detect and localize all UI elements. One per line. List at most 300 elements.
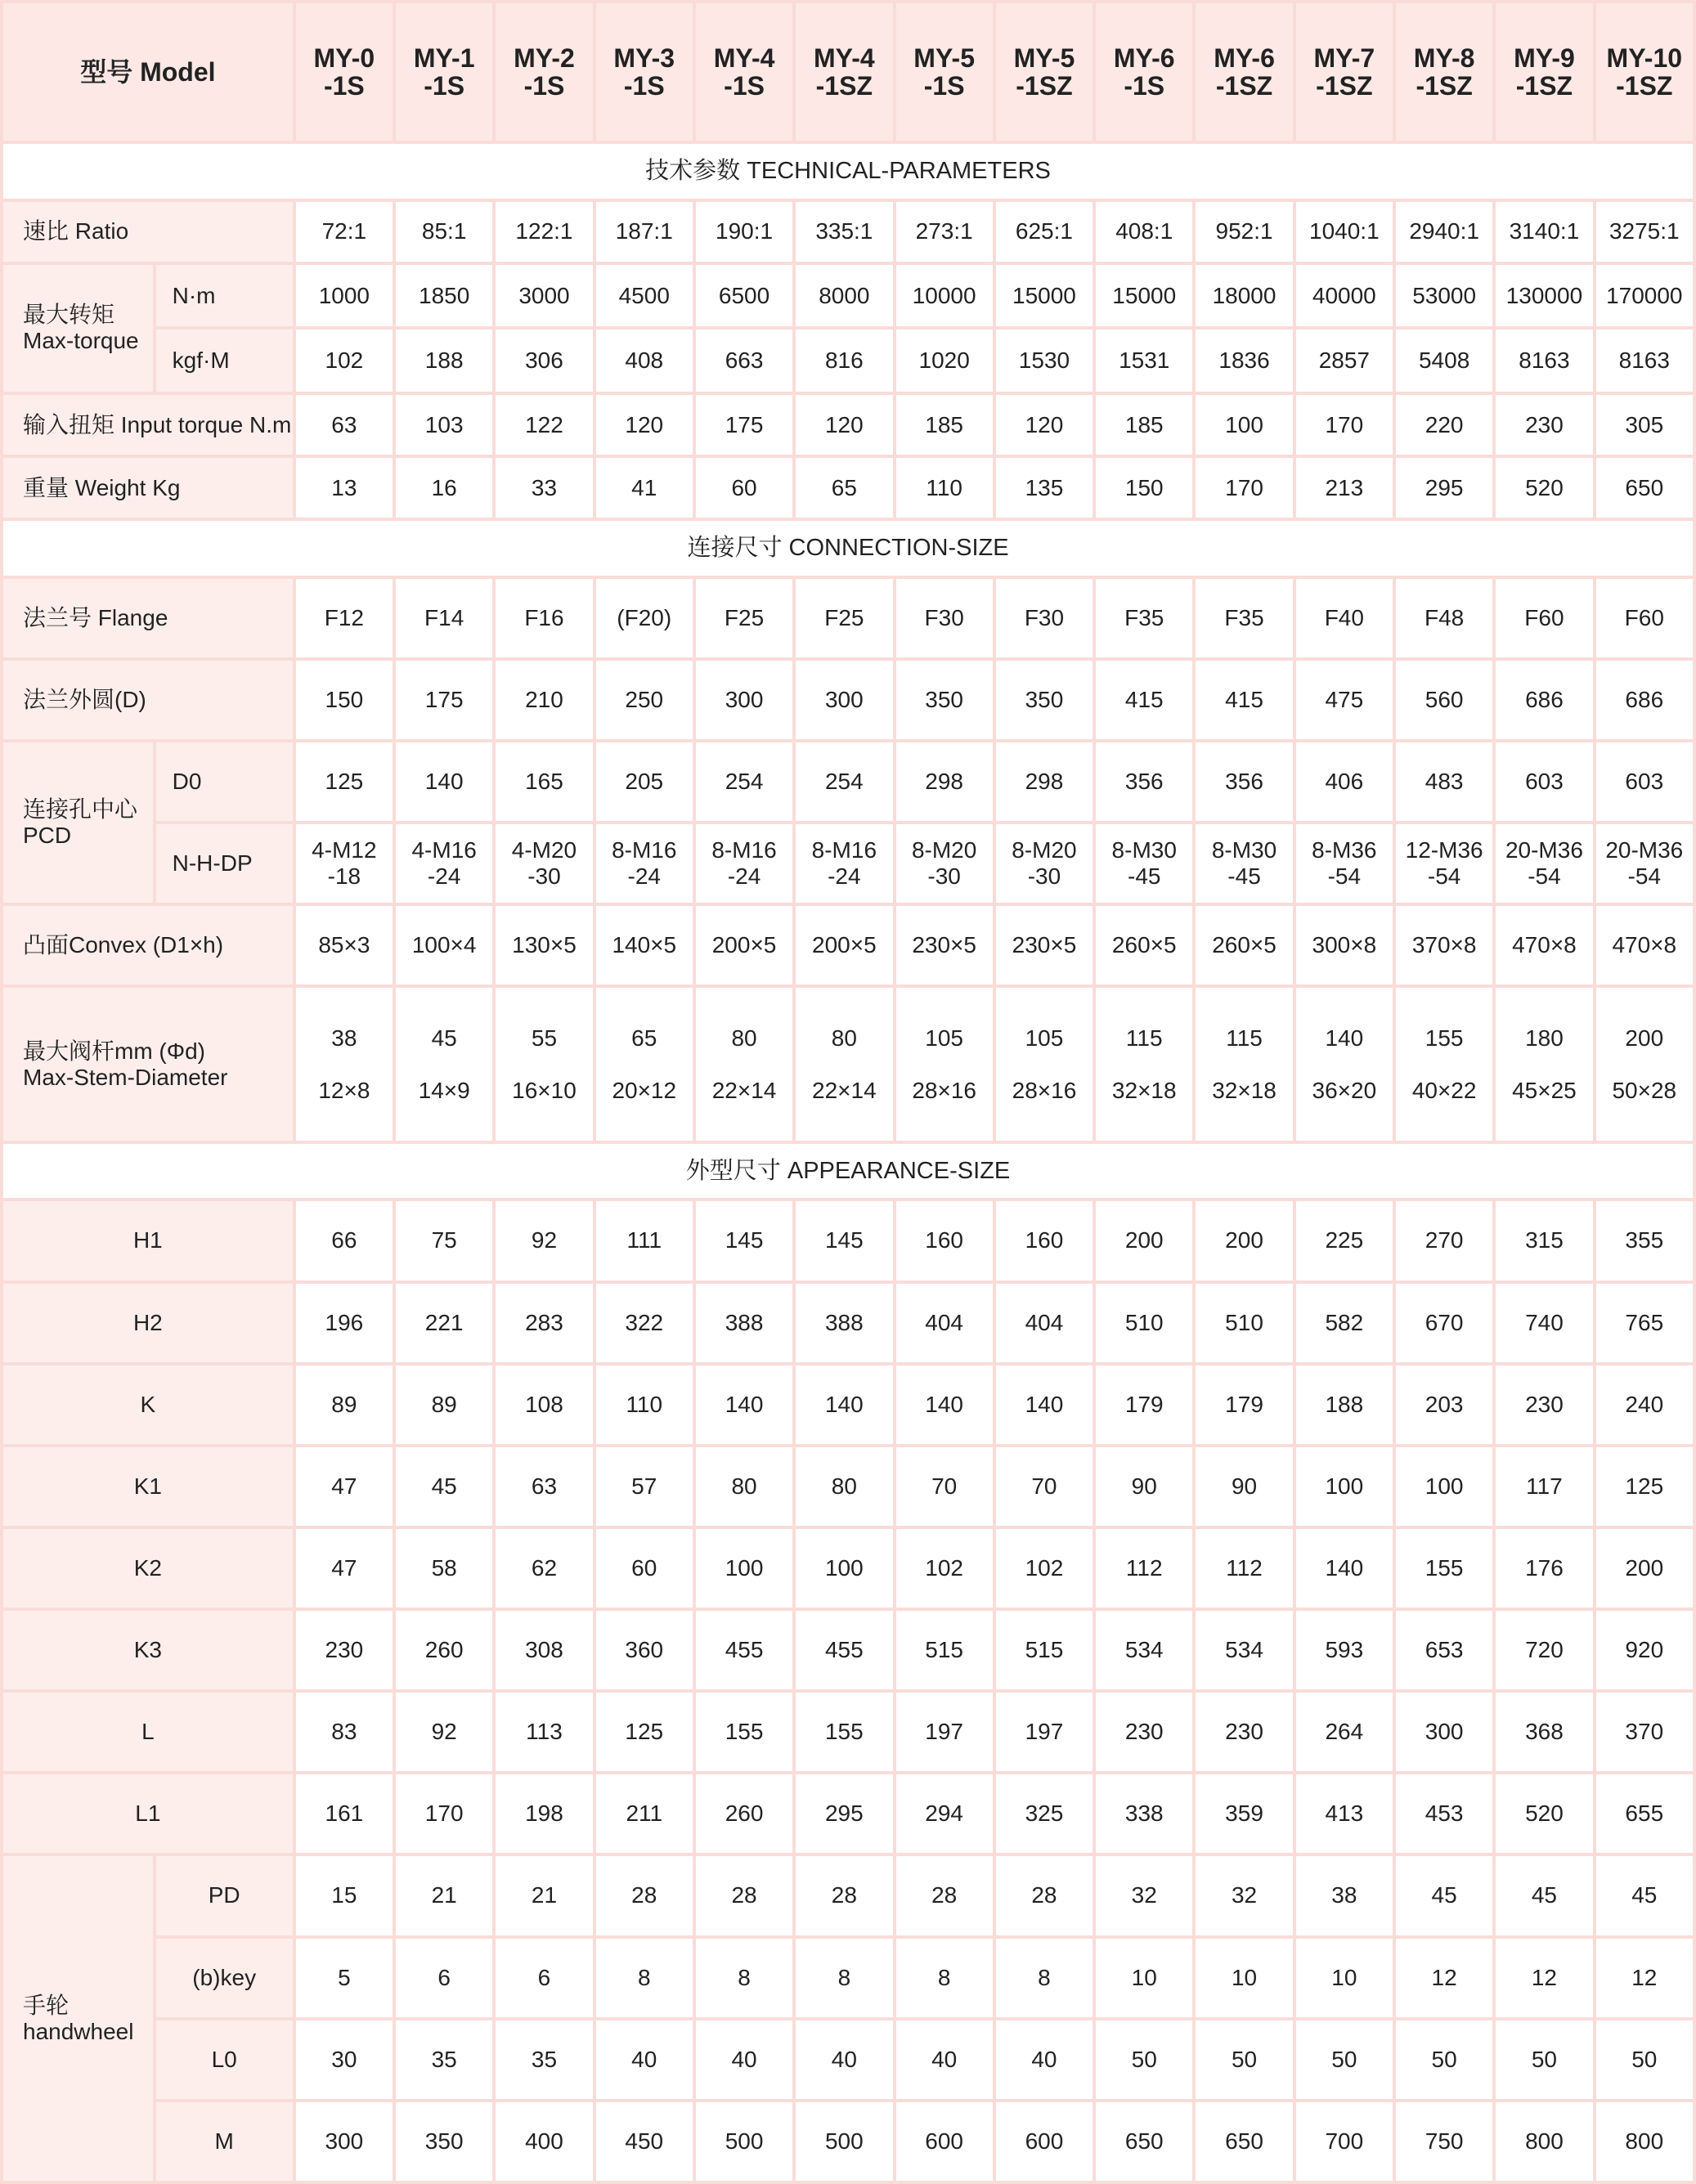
value-cell: 230 xyxy=(1096,1693,1192,1771)
value-cell: 230×5 xyxy=(996,906,1093,984)
value-cell: 8000 xyxy=(796,265,892,327)
value-cell: 413 xyxy=(1296,1774,1393,1853)
convex-label: 凸面Convex (D1×h) xyxy=(3,906,293,984)
value-cell: 38 xyxy=(1296,1856,1393,1935)
value-cell: 45 xyxy=(1396,1856,1492,1935)
k-row xyxy=(3,1366,1693,1444)
value-cell: 8 xyxy=(996,1939,1093,2017)
value-cell: 200 xyxy=(1196,1201,1292,1280)
value-cell: 8 xyxy=(696,1939,792,2017)
value-cell: 140 xyxy=(996,1366,1093,1444)
value-cell: 190:1 xyxy=(696,202,792,262)
value-cell: 8-M30 -45 xyxy=(1096,824,1192,903)
value-cell: F60 xyxy=(1596,579,1693,657)
value-cell: F14 xyxy=(396,579,492,657)
value-cell: 100 xyxy=(1296,1447,1393,1526)
value-cell: 415 xyxy=(1196,661,1292,739)
value-cell: 105 28×16 xyxy=(896,988,993,1140)
section-technical: 技术参数 TECHNICAL-PARAMETERS xyxy=(3,144,1693,199)
value-cell: 8-M36 -54 xyxy=(1296,824,1393,903)
value-cell: 58 xyxy=(396,1529,492,1608)
l1-row xyxy=(3,1774,1693,1853)
value-cell: 196 xyxy=(296,1284,393,1362)
value-cell: 655 xyxy=(1596,1774,1693,1853)
handwheel-m-label: M xyxy=(156,2102,293,2181)
value-cell: 179 xyxy=(1196,1366,1292,1444)
value-cell: 15000 xyxy=(1096,265,1192,327)
weight-label: 重量 Weight Kg xyxy=(3,458,293,518)
value-cell: 6 xyxy=(396,1939,492,2017)
value-cell: 65 xyxy=(796,458,892,518)
value-cell: 952:1 xyxy=(1196,202,1292,262)
value-cell: 254 xyxy=(796,742,892,821)
value-cell: 12 xyxy=(1596,1939,1693,2017)
value-cell: 534 xyxy=(1196,1611,1292,1689)
value-cell: 40 xyxy=(596,2020,693,2099)
value-cell: F40 xyxy=(1296,579,1393,657)
value-cell: 28 xyxy=(796,1856,892,1935)
value-cell: 8 xyxy=(596,1939,693,2017)
value-cell: 102 xyxy=(296,330,393,392)
value-cell: 197 xyxy=(996,1693,1093,1771)
value-cell: 40 xyxy=(996,2020,1093,2099)
handwheel-l0-label: L0 xyxy=(156,2020,293,2099)
value-cell: 800 xyxy=(1496,2102,1592,2181)
value-cell: 89 xyxy=(296,1366,393,1444)
value-cell: 300 xyxy=(796,661,892,739)
value-cell: 338 xyxy=(1096,1774,1192,1853)
value-cell: 140×5 xyxy=(596,906,693,984)
value-cell: 8 xyxy=(896,1939,993,2017)
value-cell: 45 xyxy=(396,1447,492,1526)
value-cell: 663 xyxy=(696,330,792,392)
value-cell: 10 xyxy=(1096,1939,1192,2017)
stem-row xyxy=(3,988,1693,1140)
value-cell: 221 xyxy=(396,1284,492,1362)
value-cell: 92 xyxy=(496,1201,592,1280)
value-cell: 113 xyxy=(496,1693,592,1771)
h1-row xyxy=(3,1201,1693,1280)
value-cell: 560 xyxy=(1396,661,1492,739)
l-row xyxy=(3,1693,1693,1771)
value-cell: 359 xyxy=(1196,1774,1292,1853)
model-cell: MY-0 -1S xyxy=(296,3,393,141)
value-cell: 295 xyxy=(796,1774,892,1853)
value-cell: 28 xyxy=(896,1856,993,1935)
handwheel-label: 手轮 handwheel xyxy=(3,1856,153,2181)
value-cell: 80 xyxy=(696,1447,792,1526)
value-cell: 370 xyxy=(1596,1693,1693,1771)
value-cell: 350 xyxy=(896,661,993,739)
value-cell: 120 xyxy=(796,395,892,455)
value-cell: 50 xyxy=(1196,2020,1292,2099)
model-cell: MY-5 -1S xyxy=(896,3,993,141)
value-cell: 415 xyxy=(1096,661,1192,739)
handwheel-key-label: (b)key xyxy=(156,1939,293,2017)
value-cell: 188 xyxy=(1296,1366,1393,1444)
value-cell: 260 xyxy=(396,1611,492,1689)
value-cell: 2940:1 xyxy=(1396,202,1492,262)
value-cell: 1530 xyxy=(996,330,1093,392)
value-cell: 370×8 xyxy=(1396,906,1492,984)
model-cell: MY-6 -1SZ xyxy=(1196,3,1292,141)
value-cell: 161 xyxy=(296,1774,393,1853)
k1-label: K1 xyxy=(3,1447,293,1526)
value-cell: 298 xyxy=(996,742,1093,821)
model-label: 型号 Model xyxy=(3,3,293,141)
value-cell: 125 xyxy=(596,1693,693,1771)
value-cell: 110 xyxy=(896,458,993,518)
value-cell: 230×5 xyxy=(896,906,993,984)
value-cell: 100 xyxy=(696,1529,792,1608)
pcd-d0-label: D0 xyxy=(156,742,293,821)
value-cell: F60 xyxy=(1496,579,1592,657)
section-appearance-row xyxy=(3,1144,1693,1199)
value-cell: 125 xyxy=(296,742,393,821)
value-cell: 35 xyxy=(396,2020,492,2099)
value-cell: 170 xyxy=(1196,458,1292,518)
value-cell: 140 36×20 xyxy=(1296,988,1393,1140)
section-technical-row xyxy=(3,144,1693,199)
h2-row xyxy=(3,1284,1693,1362)
value-cell: 8 xyxy=(796,1939,892,2017)
value-cell: 32 xyxy=(1196,1856,1292,1935)
model-cell: MY-4 -1S xyxy=(696,3,792,141)
value-cell: 230 xyxy=(1496,395,1592,455)
value-cell: F48 xyxy=(1396,579,1492,657)
value-cell: 515 xyxy=(996,1611,1093,1689)
value-cell: 295 xyxy=(1396,458,1492,518)
l1-label: L1 xyxy=(3,1774,293,1853)
value-cell: 140 xyxy=(796,1366,892,1444)
model-cell: MY-1 -1S xyxy=(396,3,492,141)
value-cell: 155 xyxy=(1396,1529,1492,1608)
handwheel-pd-row xyxy=(3,1856,1693,1935)
ratio-row xyxy=(3,202,1693,262)
value-cell: 2857 xyxy=(1296,330,1393,392)
value-cell: 200 50×28 xyxy=(1596,988,1693,1140)
value-cell: 1000 xyxy=(296,265,393,327)
value-cell: 260×5 xyxy=(1196,906,1292,984)
value-cell: (F20) xyxy=(596,579,693,657)
value-cell: 197 xyxy=(896,1693,993,1771)
value-cell: 100×4 xyxy=(396,906,492,984)
value-cell: 170000 xyxy=(1596,265,1693,327)
value-cell: 254 xyxy=(696,742,792,821)
max-torque-kgf-row xyxy=(3,330,1693,392)
model-cell: MY-7 -1SZ xyxy=(1296,3,1393,141)
value-cell: 12-M36 -54 xyxy=(1396,824,1492,903)
value-cell: 475 xyxy=(1296,661,1393,739)
value-cell: 260×5 xyxy=(1096,906,1192,984)
k1-row xyxy=(3,1447,1693,1526)
value-cell: 250 xyxy=(596,661,693,739)
value-cell: 40 xyxy=(896,2020,993,2099)
value-cell: 112 xyxy=(1196,1529,1292,1608)
value-cell: 50 xyxy=(1596,2020,1693,2099)
k2-label: K2 xyxy=(3,1529,293,1608)
value-cell: 510 xyxy=(1196,1284,1292,1362)
value-cell: 85:1 xyxy=(396,202,492,262)
value-cell: 534 xyxy=(1096,1611,1192,1689)
model-cell: MY-8 -1SZ xyxy=(1396,3,1492,141)
value-cell: 205 xyxy=(596,742,693,821)
value-cell: 155 40×22 xyxy=(1396,988,1492,1140)
value-cell: 41 xyxy=(596,458,693,518)
value-cell: 112 xyxy=(1096,1529,1192,1608)
value-cell: 8-M20 -30 xyxy=(996,824,1093,903)
value-cell: 350 xyxy=(396,2102,492,2181)
value-cell: 105 28×16 xyxy=(996,988,1093,1140)
value-cell: 470×8 xyxy=(1496,906,1592,984)
convex-row xyxy=(3,906,1693,984)
value-cell: 63 xyxy=(296,395,393,455)
section-connection: 连接尺寸 CONNECTION-SIZE xyxy=(3,521,1693,576)
value-cell: F30 xyxy=(996,579,1093,657)
value-cell: 603 xyxy=(1596,742,1693,821)
header-row xyxy=(3,3,1693,141)
value-cell: 45 xyxy=(1596,1856,1693,1935)
value-cell: 404 xyxy=(896,1284,993,1362)
value-cell: 765 xyxy=(1596,1284,1693,1362)
value-cell: 350 xyxy=(996,661,1093,739)
value-cell: 408:1 xyxy=(1096,202,1192,262)
value-cell: 4-M16 -24 xyxy=(396,824,492,903)
value-cell: 335:1 xyxy=(796,202,892,262)
value-cell: 92 xyxy=(396,1693,492,1771)
value-cell: 686 xyxy=(1596,661,1693,739)
k3-row xyxy=(3,1611,1693,1689)
value-cell: 240 xyxy=(1596,1366,1693,1444)
value-cell: 8163 xyxy=(1496,330,1592,392)
value-cell: 360 xyxy=(596,1611,693,1689)
value-cell: 388 xyxy=(696,1284,792,1362)
value-cell: 3275:1 xyxy=(1596,202,1693,262)
value-cell: 13 xyxy=(296,458,393,518)
value-cell: 294 xyxy=(896,1774,993,1853)
value-cell: 1020 xyxy=(896,330,993,392)
value-cell: 368 xyxy=(1496,1693,1592,1771)
value-cell: 185 xyxy=(1096,395,1192,455)
value-cell: 145 xyxy=(696,1201,792,1280)
value-cell: 230 xyxy=(1196,1693,1292,1771)
max-torque-kgf-label: kgf·M xyxy=(156,330,293,392)
model-cell: MY-3 -1S xyxy=(596,3,693,141)
value-cell: 740 xyxy=(1496,1284,1592,1362)
pcd-d0-row xyxy=(3,742,1693,821)
value-cell: 356 xyxy=(1196,742,1292,821)
value-cell: 62 xyxy=(496,1529,592,1608)
value-cell: 145 xyxy=(796,1201,892,1280)
value-cell: 582 xyxy=(1296,1284,1393,1362)
value-cell: 60 xyxy=(596,1529,693,1608)
value-cell: 20-M36 -54 xyxy=(1496,824,1592,903)
value-cell: 300 xyxy=(1396,1693,1492,1771)
value-cell: 470×8 xyxy=(1596,906,1693,984)
value-cell: 200×5 xyxy=(696,906,792,984)
handwheel-pd-label: PD xyxy=(156,1856,293,1935)
flange-label: 法兰号 Flange xyxy=(3,579,293,657)
value-cell: 50 xyxy=(1296,2020,1393,2099)
value-cell: 45 xyxy=(1496,1856,1592,1935)
value-cell: 8-M16 -24 xyxy=(596,824,693,903)
value-cell: 175 xyxy=(696,395,792,455)
value-cell: 85×3 xyxy=(296,906,393,984)
section-appearance: 外型尺寸 APPEARANCE-SIZE xyxy=(3,1144,1693,1199)
value-cell: 650 xyxy=(1596,458,1693,518)
value-cell: 600 xyxy=(996,2102,1093,2181)
value-cell: 140 xyxy=(1296,1529,1393,1608)
value-cell: 125 xyxy=(1596,1447,1693,1526)
input-torque-row xyxy=(3,395,1693,455)
value-cell: 120 xyxy=(596,395,693,455)
value-cell: 650 xyxy=(1196,2102,1292,2181)
value-cell: 306 xyxy=(496,330,592,392)
value-cell: 100 xyxy=(1196,395,1292,455)
value-cell: 300 xyxy=(296,2102,393,2181)
model-cell: MY-10 -1SZ xyxy=(1596,3,1693,141)
value-cell: 322 xyxy=(596,1284,693,1362)
value-cell: 122 xyxy=(496,395,592,455)
value-cell: 356 xyxy=(1096,742,1192,821)
value-cell: F12 xyxy=(296,579,393,657)
value-cell: 8-M16 -24 xyxy=(796,824,892,903)
value-cell: 720 xyxy=(1496,1611,1592,1689)
value-cell: 155 xyxy=(696,1693,792,1771)
value-cell: 45 14×9 xyxy=(396,988,492,1140)
value-cell: 920 xyxy=(1596,1611,1693,1689)
value-cell: 176 xyxy=(1496,1529,1592,1608)
pcd-nhdp-label: N-H-DP xyxy=(156,824,293,903)
value-cell: 600 xyxy=(896,2102,993,2181)
value-cell: 225 xyxy=(1296,1201,1393,1280)
value-cell: 165 xyxy=(496,742,592,821)
h2-label: H2 xyxy=(3,1284,293,1362)
value-cell: 15000 xyxy=(996,265,1093,327)
k3-label: K3 xyxy=(3,1611,293,1689)
value-cell: 140 xyxy=(896,1366,993,1444)
value-cell: 130×5 xyxy=(496,906,592,984)
value-cell: 50 xyxy=(1396,2020,1492,2099)
value-cell: 188 xyxy=(396,330,492,392)
value-cell: F35 xyxy=(1196,579,1292,657)
value-cell: 300×8 xyxy=(1296,906,1393,984)
value-cell: 16 xyxy=(396,458,492,518)
value-cell: 300 xyxy=(696,661,792,739)
value-cell: 117 xyxy=(1496,1447,1592,1526)
value-cell: F25 xyxy=(796,579,892,657)
value-cell: 50 xyxy=(1496,2020,1592,2099)
k2-row xyxy=(3,1529,1693,1608)
value-cell: F30 xyxy=(896,579,993,657)
value-cell: 89 xyxy=(396,1366,492,1444)
value-cell: 515 xyxy=(896,1611,993,1689)
value-cell: 50 xyxy=(1096,2020,1192,2099)
value-cell: 750 xyxy=(1396,2102,1492,2181)
value-cell: 40 xyxy=(696,2020,792,2099)
pcd-nhdp-row xyxy=(3,824,1693,903)
value-cell: 593 xyxy=(1296,1611,1393,1689)
value-cell: 70 xyxy=(996,1447,1093,1526)
value-cell: 4-M20 -30 xyxy=(496,824,592,903)
value-cell: 3140:1 xyxy=(1496,202,1592,262)
value-cell: 200 xyxy=(1596,1529,1693,1608)
value-cell: 203 xyxy=(1396,1366,1492,1444)
handwheel-m-row xyxy=(3,2102,1693,2181)
value-cell: 298 xyxy=(896,742,993,821)
value-cell: 30 xyxy=(296,2020,393,2099)
handwheel-l0-row xyxy=(3,2020,1693,2099)
value-cell: 120 xyxy=(996,395,1093,455)
pcd-label: 连接孔中心 PCD xyxy=(3,742,153,903)
value-cell: 308 xyxy=(496,1611,592,1689)
value-cell: 28 xyxy=(996,1856,1093,1935)
value-cell: 686 xyxy=(1496,661,1592,739)
value-cell: 53000 xyxy=(1396,265,1492,327)
value-cell: 40000 xyxy=(1296,265,1393,327)
value-cell: 75 xyxy=(396,1201,492,1280)
value-cell: 160 xyxy=(996,1201,1093,1280)
value-cell: 33 xyxy=(496,458,592,518)
value-cell: 63 xyxy=(496,1447,592,1526)
value-cell: 150 xyxy=(1096,458,1192,518)
value-cell: 408 xyxy=(596,330,693,392)
value-cell: 6 xyxy=(496,1939,592,2017)
value-cell: 12 xyxy=(1396,1939,1492,2017)
value-cell: 170 xyxy=(396,1774,492,1853)
value-cell: 60 xyxy=(696,458,792,518)
value-cell: F16 xyxy=(496,579,592,657)
value-cell: 700 xyxy=(1296,2102,1393,2181)
value-cell: 5408 xyxy=(1396,330,1492,392)
value-cell: 100 xyxy=(1396,1447,1492,1526)
max-torque-nm-row xyxy=(3,265,1693,327)
value-cell: 32 xyxy=(1096,1856,1192,1935)
value-cell: 170 xyxy=(1296,395,1393,455)
value-cell: 102 xyxy=(996,1529,1093,1608)
value-cell: 55 16×10 xyxy=(496,988,592,1140)
value-cell: 8-M20 -30 xyxy=(896,824,993,903)
value-cell: 1531 xyxy=(1096,330,1192,392)
value-cell: 4-M12 -18 xyxy=(296,824,393,903)
value-cell: 21 xyxy=(396,1856,492,1935)
value-cell: 66 xyxy=(296,1201,393,1280)
value-cell: 388 xyxy=(796,1284,892,1362)
value-cell: 8-M30 -45 xyxy=(1196,824,1292,903)
value-cell: 210 xyxy=(496,661,592,739)
section-connection-row xyxy=(3,521,1693,576)
value-cell: 35 xyxy=(496,2020,592,2099)
value-cell: 70 xyxy=(896,1447,993,1526)
value-cell: 47 xyxy=(296,1447,393,1526)
value-cell: 211 xyxy=(596,1774,693,1853)
value-cell: 155 xyxy=(796,1693,892,1771)
model-cell: MY-6 -1S xyxy=(1096,3,1192,141)
value-cell: 4500 xyxy=(596,265,693,327)
value-cell: 187:1 xyxy=(596,202,693,262)
value-cell: 80 xyxy=(796,1447,892,1526)
value-cell: 450 xyxy=(596,2102,693,2181)
value-cell: 200×5 xyxy=(796,906,892,984)
value-cell: 264 xyxy=(1296,1693,1393,1771)
value-cell: 40 xyxy=(796,2020,892,2099)
value-cell: 483 xyxy=(1396,742,1492,821)
value-cell: 270 xyxy=(1396,1201,1492,1280)
k-label: K xyxy=(3,1366,293,1444)
value-cell: 140 xyxy=(696,1366,792,1444)
value-cell: F35 xyxy=(1096,579,1192,657)
value-cell: 115 32×18 xyxy=(1096,988,1192,1140)
